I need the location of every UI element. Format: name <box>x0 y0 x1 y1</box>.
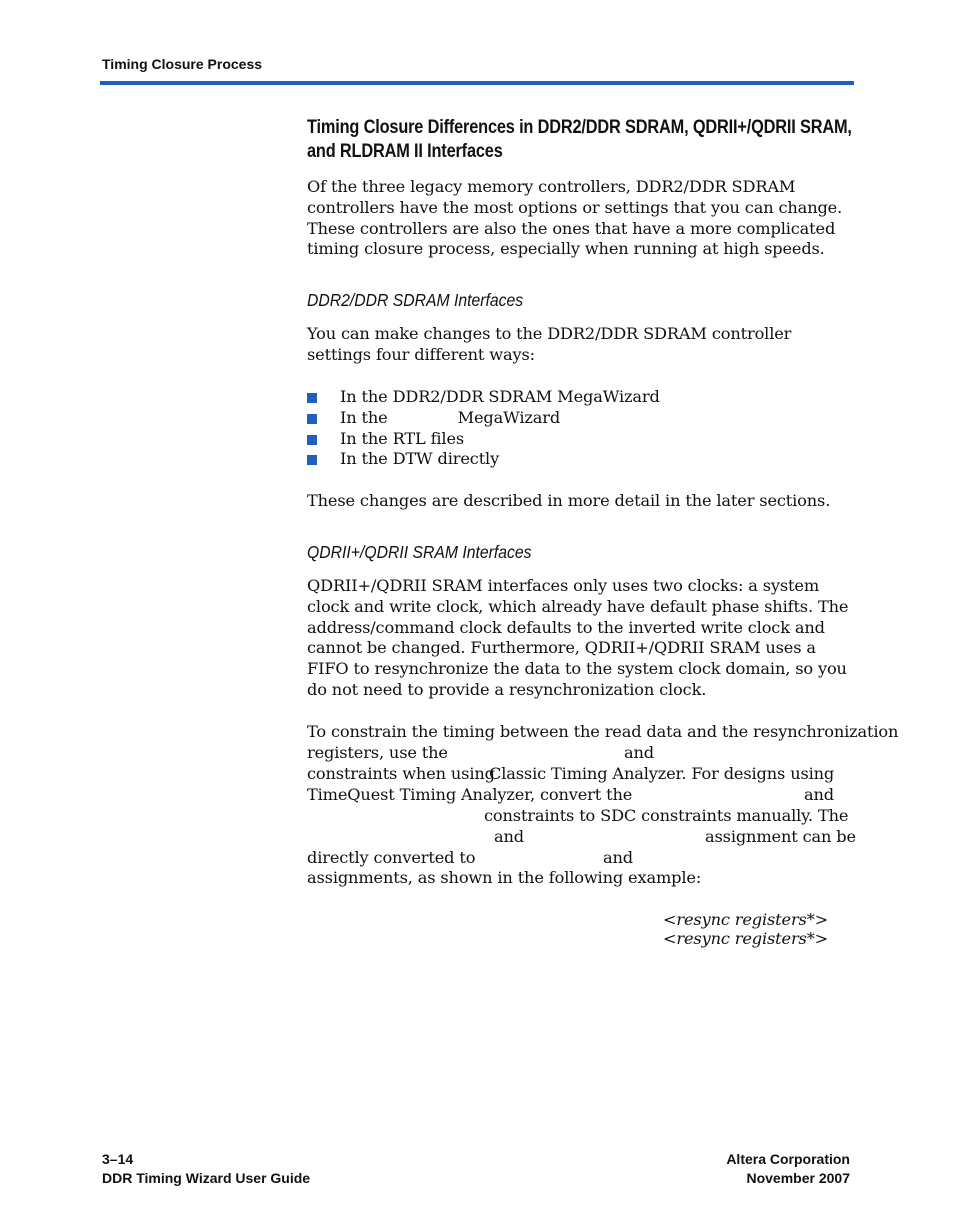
footer-company: Altera Corporation <box>726 1151 850 1167</box>
intro-paragraph: Of the three legacy memory controllers, DDR2/DDR SDRAM controllers have the most options or settings that you can change. These controllers are also the ones that have a more complicated timing closure process, especially when running at high speeds. <box>307 177 843 259</box>
qdr-paragraph: QDRII+/QDRII SRAM interfaces only uses two clocks: a system clock and write clock, which already have default phase shifts. The address/command clock defaults to the inverted write clock and cannot be changed. Furthermore, QDRII+/QDRII SRAM uses a FIFO to resynchronize the data to the system clock domain, so you do not need to provide a resynchronization clock. <box>307 576 849 699</box>
intro-block <box>307 177 855 260</box>
ddr-text-block <box>307 324 855 366</box>
bullet-square-icon <box>307 393 317 403</box>
ddr-after-paragraph: These changes are described in more detail in the later sections. <box>307 491 831 510</box>
list-item: In the DDR2/DDR SDRAM MegaWizard <box>307 387 855 408</box>
list-item: In the DTW directly <box>307 449 855 470</box>
ddr-heading: DDR2/DDR SDRAM Interfaces <box>307 290 524 310</box>
qdr-text-block <box>307 576 855 701</box>
bullet-square-icon <box>307 455 317 465</box>
qdr-heading-block <box>307 541 855 563</box>
qdr-heading: QDRII+/QDRII SRAM Interfaces <box>307 542 532 562</box>
header-rule <box>100 81 854 85</box>
ddr-paragraph: You can make changes to the DDR2/DDR SDRAM controller settings four different ways: <box>307 324 792 364</box>
running-header: Timing Closure Process <box>102 56 263 72</box>
section-title: Timing Closure Differences in DDR2/DDR SDRAM, QDRII+/QDRII SRAM, and RLDRAM II Interfaces <box>307 117 852 162</box>
ddr-after-block <box>307 491 855 512</box>
ddr-bullet-list <box>307 387 855 470</box>
footer-page-number: 3–14 <box>102 1151 134 1167</box>
bullet-square-icon <box>307 435 317 445</box>
list-item: In the RTL files <box>307 429 855 450</box>
footer-guide-title: DDR Timing Wizard User Guide <box>102 1170 311 1186</box>
bullet-square-icon <box>307 414 317 424</box>
footer-date: November 2007 <box>746 1170 850 1186</box>
ddr-heading-block <box>307 289 855 311</box>
list-item: In the MegaWizard <box>307 408 855 429</box>
